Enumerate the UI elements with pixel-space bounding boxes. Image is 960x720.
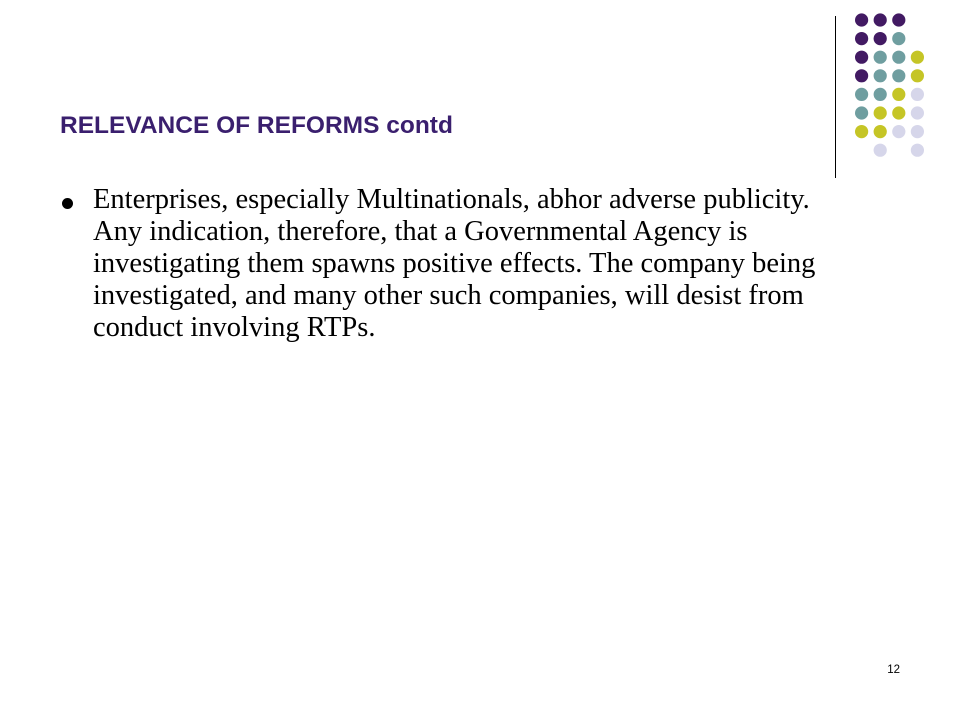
decorative-dot xyxy=(855,125,868,138)
decorative-dot xyxy=(855,51,868,64)
bullet-icon xyxy=(62,198,73,209)
decorative-dot xyxy=(892,125,905,138)
decorative-dot-grid xyxy=(0,0,960,200)
decorative-dot xyxy=(911,51,924,64)
bullet-text: Enterprises, especially Multinationals, abhor adverse publicity. Any indication, therefore, that a Governmental Agency is investigating them spawns positive effects. The company being investigated, and many other such companies, will desist from conduct involving RTPs. xyxy=(93,184,816,343)
slide-title: RELEVANCE OF REFORMS contd xyxy=(60,112,453,139)
decorative-dot xyxy=(855,88,868,101)
decorative-dot xyxy=(874,88,887,101)
decorative-dot xyxy=(874,106,887,119)
decorative-dot xyxy=(874,69,887,82)
decorative-dot xyxy=(911,125,924,138)
vertical-divider-line xyxy=(835,16,836,178)
decorative-dot xyxy=(911,88,924,101)
decorative-dot xyxy=(874,13,887,26)
decorative-dot xyxy=(911,69,924,82)
decorative-dot xyxy=(892,69,905,82)
decorative-dot xyxy=(874,51,887,64)
decorative-dot xyxy=(892,13,905,26)
decorative-dot xyxy=(892,51,905,64)
decorative-dot xyxy=(855,32,868,45)
decorative-dot xyxy=(855,13,868,26)
decorative-dot xyxy=(892,106,905,119)
bullet-list xyxy=(60,184,860,344)
decorative-dot xyxy=(892,88,905,101)
decorative-dot xyxy=(874,125,887,138)
decorative-dot xyxy=(892,32,905,45)
page-number: 12 xyxy=(887,664,900,676)
decorative-dot xyxy=(855,69,868,82)
bullet-item xyxy=(60,184,860,344)
decorative-dot xyxy=(874,32,887,45)
decorative-dot xyxy=(911,106,924,119)
decorative-dot xyxy=(911,144,924,157)
decorative-dot xyxy=(874,144,887,157)
decorative-dot xyxy=(855,106,868,119)
